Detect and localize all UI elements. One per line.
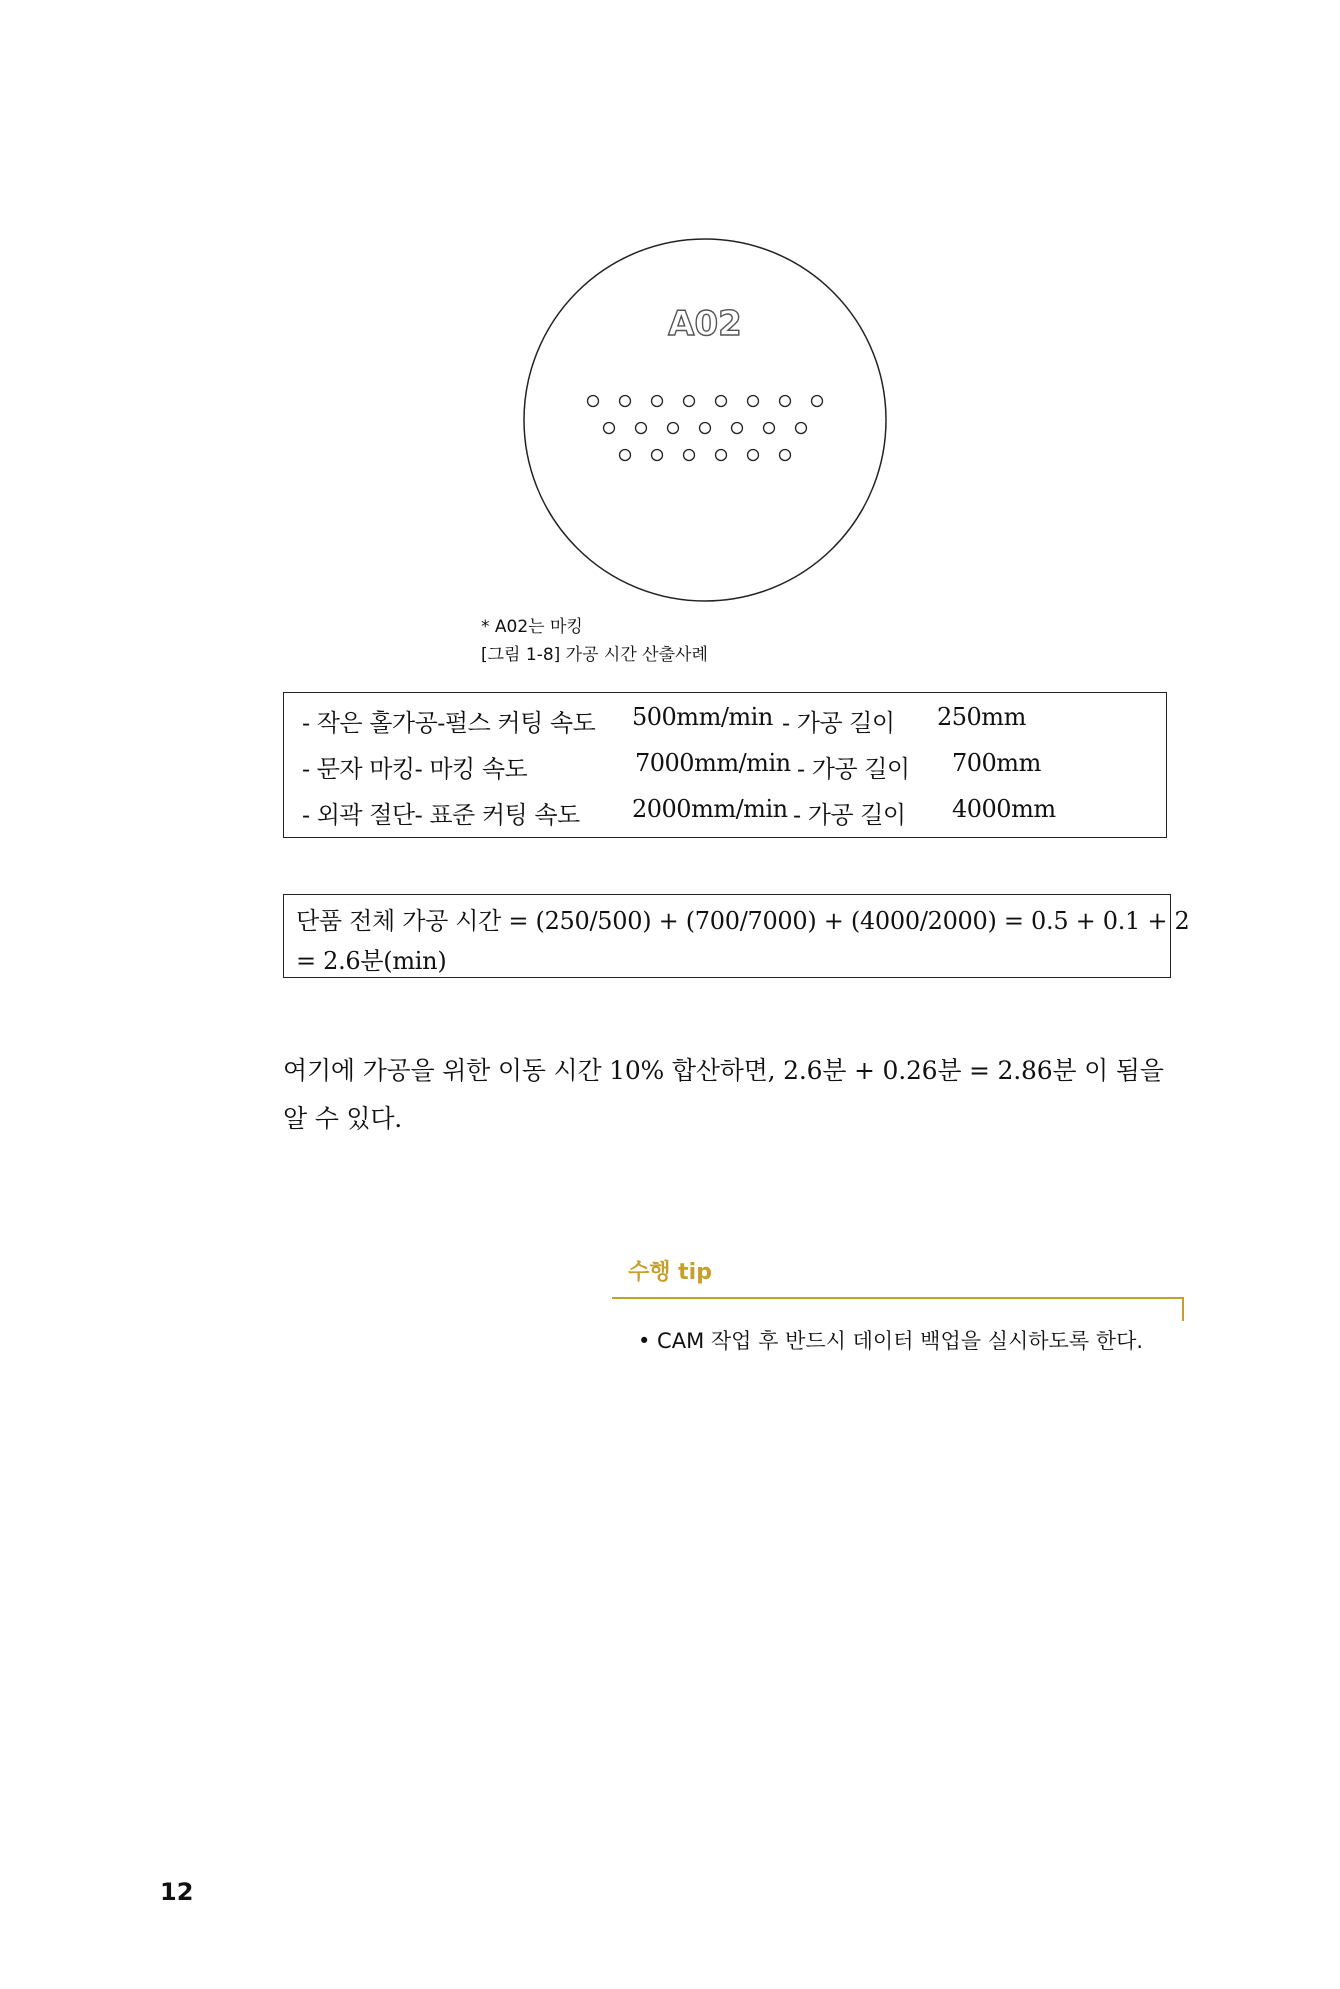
hole-circle [588, 396, 599, 407]
spec-item: - 외곽 절단- 표준 커팅 속도 [302, 801, 580, 829]
calculation-box [283, 894, 1190, 978]
hole-circle [652, 450, 663, 461]
tip-title: 수행 tip [628, 1260, 712, 1285]
spec-length: 700mm [952, 749, 1041, 777]
spec-speed: 7000mm/min [635, 749, 791, 777]
hole-circle [732, 423, 743, 434]
body-paragraph: 여기에 가공을 위한 이동 시간 10% 합산하면, 2.6분 + 0.26분 = 2.86분 이 됨을 알 수 있다. [283, 1056, 1164, 1133]
hole-circle [684, 396, 695, 407]
spec-length-label: - 가공 길이 [782, 709, 895, 737]
hole-circle [748, 396, 759, 407]
hole-circle [716, 450, 727, 461]
calculation-result: = 2.6분(min) [296, 947, 447, 975]
spec-row [302, 795, 1162, 835]
spec-length: 250mm [937, 703, 1026, 731]
hole-circle [652, 396, 663, 407]
tip-divider [612, 1297, 1184, 1299]
page-number: 12 [160, 1878, 194, 1906]
spec-speed: 500mm/min [632, 703, 773, 731]
spec-item: - 작은 홀가공-펄스 커팅 속도 [302, 709, 596, 737]
spec-item: - 문자 마킹- 마킹 속도 [302, 755, 528, 783]
spec-row [302, 703, 1162, 743]
spec-length-label: - 가공 길이 [793, 801, 906, 829]
hole-circle [668, 423, 679, 434]
hole-circle [780, 396, 791, 407]
tip-divider-end [1182, 1297, 1184, 1321]
hole-circle [780, 450, 791, 461]
hole-circle [812, 396, 823, 407]
hole-circle [604, 423, 615, 434]
hole-circle [684, 450, 695, 461]
hole-circle [636, 423, 647, 434]
tip-item: • CAM 작업 후 반드시 데이터 백업을 실시하도록 한다. [638, 1329, 1144, 1353]
hole-circle [716, 396, 727, 407]
hole-circle [700, 423, 711, 434]
hole-circle [620, 396, 631, 407]
spec-length: 4000mm [952, 795, 1056, 823]
spec-row [302, 749, 1162, 789]
figure-caption: [그림 1-8] 가공 시간 산출사례 [481, 645, 708, 665]
hole-circle [796, 423, 807, 434]
figure-note: * A02는 마킹 [481, 617, 583, 637]
spec-length-label: - 가공 길이 [797, 755, 910, 783]
hole-circle [764, 423, 775, 434]
hole-pattern [588, 396, 823, 461]
spec-speed: 2000mm/min [632, 795, 788, 823]
hole-circle [620, 450, 631, 461]
part-outline-circle [524, 239, 886, 601]
machining-spec-table [283, 692, 1167, 838]
hole-circle [748, 450, 759, 461]
part-label: A02 [668, 304, 742, 344]
part-figure [520, 230, 890, 610]
calculation-formula: 단품 전체 가공 시간 = (250/500) + (700/7000) + (4000/2000) = 0.5 + 0.1 + 2 [296, 907, 1190, 935]
